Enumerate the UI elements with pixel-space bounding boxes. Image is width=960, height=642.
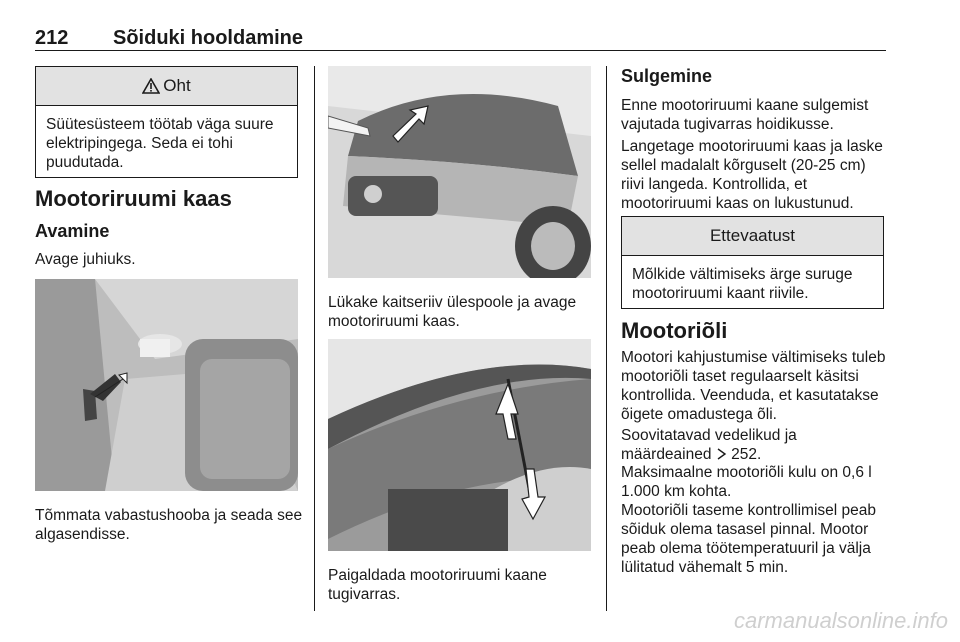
caution-box-heading: Ettevaatust — [709, 226, 796, 245]
warning-box-text: Süütesüsteem töötab väga suure elektripingega. Seda ei tohi puudutada. — [46, 116, 274, 171]
column-divider-1 — [314, 66, 315, 611]
oil-paragraph-2-text: Soovitatavad vedelikud ja määrdeained — [621, 427, 797, 463]
closing-paragraph-2: Langetage mootoriruumi kaas ja laske sellel madalalt kõrguselt (20-25 cm) riivi langeda. Kontrollida, et mootoriruumi kaas on lukustunud. — [621, 138, 883, 212]
page-reference-arrow-icon — [716, 448, 727, 460]
header-rule — [35, 50, 886, 51]
oil-paragraph-3: Maksimaalne mootoriõli kulu on 0,6 l 1.000 km kohta. — [621, 464, 872, 500]
oil-paragraph-2-ref[interactable]: 252. — [731, 446, 762, 463]
oil-paragraph-4: Mootoriõli taseme kontrollimisel peab sõiduk olema tasasel pinnal. Mootor peab olema töötemperatuuril ja välja lülitatud vähemalt 5 min. — [621, 502, 877, 576]
step-3-text: Paigaldada mootoriruumi kaane tugivarras. — [328, 567, 547, 603]
caution-box — [621, 216, 884, 309]
opening-intro: Avage juhiuks. — [35, 251, 136, 268]
step-2-text: Lükake kaitseriiv ülespoole ja avage mootoriruumi kaas. — [328, 294, 577, 330]
oil-paragraph-1: Mootori kahjustumise vältimiseks tuleb mootoriõli taset regulaarselt käsitsi kontrollida. Veenduda, et kasutatakse õigete omadustega õli. — [621, 349, 886, 423]
closing-title: Sulgemine — [621, 66, 713, 86]
figure-release-lever — [35, 279, 298, 491]
warning-box-header — [36, 67, 297, 106]
warning-triangle-icon — [142, 78, 160, 94]
opening-title: Avamine — [35, 221, 110, 241]
page-number: 212 — [35, 27, 69, 49]
warning-box — [35, 66, 298, 178]
step-1-text: Tõmmata vabastushooba ja seada see algasendisse. — [35, 507, 303, 543]
warning-box-heading: Oht — [163, 76, 191, 95]
closing-paragraph-1: Enne mootoriruumi kaane sulgemist vajutada tugivarras hoidikusse. — [621, 97, 869, 133]
figure-support-rod — [328, 339, 591, 551]
caution-box-text: Mõlkide vältimiseks ärge suruge mootoriruumi kaant riivile. — [632, 266, 853, 302]
column-divider-2 — [606, 66, 607, 611]
hood-section-title: Mootoriruumi kaas — [35, 186, 232, 211]
oil-section-title: Mootoriõli — [621, 318, 728, 343]
page-title: Sõiduki hooldamine — [113, 27, 304, 49]
figure-safety-catch — [328, 66, 591, 278]
caution-box-header — [622, 217, 883, 256]
oil-paragraph-2 — [621, 426, 889, 464]
footer-watermark: carmanualsonline.info — [733, 608, 948, 633]
